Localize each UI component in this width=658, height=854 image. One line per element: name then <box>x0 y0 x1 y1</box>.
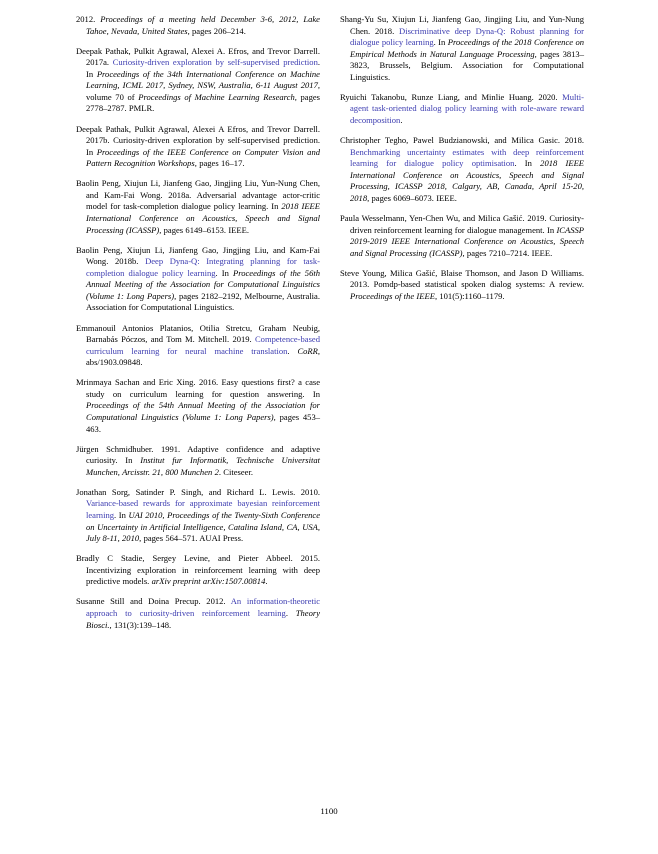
reference-link[interactable]: Discriminative deep Dyna-Q: Robust planning for dialogue policy learning <box>350 25 584 48</box>
bibliography-entry <box>340 14 584 83</box>
reference-text: . In <box>114 509 129 520</box>
venue-title: Institut fur Informatik, Technische Universitat Munchen, Arcisstr. 21, 800 Munchen 2 <box>86 455 320 477</box>
bibliography-entry <box>340 268 584 303</box>
reference-text: Mrinmaya Sachan and Eric Xing. 2016. Easy questions first? a case study on curriculum learning for question answering. In <box>76 377 320 399</box>
reference-text: Bradly C Stadie, Sergey Levine, and Pieter Abbeel. 2015. Incentivizing exploration in reinforcement learning with deep predictive models. <box>76 553 320 587</box>
reference-link[interactable]: Competence-based curriculum learning for neural machine translation <box>86 334 320 356</box>
reference-text: , abs/1903.09848. <box>86 345 320 368</box>
reference-link[interactable]: Deep Dyna-Q: Integrating planning for task-completion dialogue policy learning <box>86 256 320 278</box>
reference-text: Ryuichi Takanobu, Runze Liang, and Minlie Huang. 2020. <box>340 91 563 102</box>
venue-title: Proceedings of the 2018 Conference on Empirical Methods in Natural Language Processing <box>350 37 584 59</box>
venue-title: CoRR <box>297 345 318 356</box>
venue-title: Proceedings of the 34th International Conference on Machine Learning, ICML 2017, Sydney, NSW, Australia, 6-11 August 2017 <box>86 68 320 91</box>
left-column <box>76 14 320 794</box>
reference-text: Emmanouil Antonios Platanios, Otilia Stretcu, Graham Neubig, Barnabás Póczos, and Tom M. Mitchell. 2019. <box>76 322 320 345</box>
bibliography-entry <box>76 178 320 236</box>
reference-text: , volume 70 of <box>86 80 320 102</box>
reference-text: 2012. <box>76 14 101 24</box>
bibliography-entry <box>76 14 320 37</box>
reference-text: . <box>285 608 296 618</box>
reference-text: . In <box>514 158 541 169</box>
venue-title: Proceedings of the IEEE <box>350 290 435 301</box>
bibliography-entry <box>76 323 320 369</box>
reference-link[interactable]: Multi-agent task-oriented dialog policy learning with role-aware reward decomposition <box>350 91 584 125</box>
reference-text: , 101(5):1160–1179. <box>434 290 505 301</box>
reference-text: . In <box>86 57 320 79</box>
reference-text: , pages 16–17. <box>194 158 245 169</box>
bibliography-entry <box>76 444 320 479</box>
venue-title: Proceedings of Machine Learning Research <box>138 91 295 102</box>
bibliography-entry <box>76 553 320 588</box>
venue-title: Proceedings of the 56th Annual Meeting of the Association for Computational Linguistics (Volume 1: Long Papers) <box>86 267 321 301</box>
reference-text: Baolin Peng, Xiujun Li, Jianfeng Gao, Jingjing Liu, and Kam-Fai Wong. 2018b. <box>76 244 320 267</box>
reference-text: Shang-Yu Su, Xiujun Li, Jianfeng Gao, Jingjing Liu, and Yun-Nung Chen. 2018. <box>340 14 584 36</box>
reference-text: . In <box>215 267 234 278</box>
bibliography-entry <box>76 46 320 115</box>
bibliography-entry <box>76 124 320 170</box>
bibliography-entry <box>76 377 320 435</box>
reference-text: Paula Wesselmann, Yen-Chen Wu, and Milica Gašić. 2019. Curiosity-driven reinforcement learning for dialogue management. In <box>340 212 584 235</box>
bibliography-entry <box>76 487 320 545</box>
venue-title: 2018 IEEE International Conference on Acoustics, Speech and Signal Processing, ICASSP 2018, Calgary, AB, Canada, April 15-20, 2018 <box>350 158 585 203</box>
venue-title: 2018 IEEE International Conference on Acoustics, Speech and Signal Processing (ICASSP) <box>86 201 320 235</box>
reference-text: , pages 6069–6073. IEEE. <box>367 192 457 203</box>
reference-text: , 131(3):139–148. <box>109 619 172 630</box>
reference-text: , pages 453–463. <box>86 411 321 434</box>
reference-text: Jonathan Sorg, Satinder P. Singh, and Richard L. Lewis. 2010. <box>76 486 320 497</box>
reference-link[interactable]: Curiosity-driven exploration by self-supervised prediction <box>112 57 318 68</box>
reference-text: . <box>400 114 403 125</box>
venue-title: arXiv preprint arXiv:1507.00814 <box>151 576 266 587</box>
reference-text: Deepak Pathak, Pulkit Agrawal, Alexei A. Efros, and Trevor Darrell. 2017a. <box>76 45 320 68</box>
reference-text: Jürgen Schmidhuber. 1991. Adaptive confidence and adaptive curiosity. In <box>76 443 320 466</box>
reference-text: , pages 7210–7214. IEEE. <box>462 247 553 258</box>
reference-text: . <box>265 576 268 587</box>
reference-text: , pages 2778–2787. PMLR. <box>86 91 320 114</box>
bibliography-entry <box>76 245 320 314</box>
bibliography-entry <box>340 92 584 127</box>
right-column <box>340 14 584 794</box>
reference-text: , pages 2182–2192, Melbourne, Australia. Association for Computational Linguistics. <box>86 290 320 313</box>
venue-title: Theory Biosci. <box>86 608 320 630</box>
page-number: 1100 <box>320 806 338 816</box>
reference-text: Baolin Peng, Xiujun Li, Jianfeng Gao, Jingjing Liu, Yun-Nung Chen, and Kam-Fai Wong. 2018a. Adversarial advantage actor-critic model for task-completion dialogue policy learning. In <box>76 178 320 212</box>
reference-text: Steve Young, Milica Gašić, Blaise Thomson, and Jason D Williams. 2013. Pomdp-based statistical spoken dialog systems: A review. <box>340 267 584 290</box>
reference-text: . In <box>433 37 448 48</box>
reference-text: , pages 206–214. <box>187 25 246 36</box>
venue-title: UAI 2010, Proceedings of the Twenty-Sixth Conference on Uncertainty in Artificial Intelligence, Catalina Island, CA, USA, July 8-11, 2010 <box>86 509 320 544</box>
reference-text: Christopher Tegho, Pawel Budzianowski, and Milica Gasic. 2018. <box>340 135 584 146</box>
reference-text: , pages 564–571. AUAI Press. <box>139 533 244 544</box>
reference-text: , pages 3813–3823, Brussels, Belgium. Association for Computational Linguistics. <box>350 48 584 82</box>
reference-link[interactable]: Variance-based rewards for approximate bayesian reinforcement learning <box>86 498 320 520</box>
venue-title: ICASSP 2019-2019 IEEE International Conference on Acoustics, Speech and Signal Processing (ICASSP) <box>350 224 584 258</box>
reference-link[interactable]: Benchmarking uncertainty estimates with deep reinforcement learning for dialogue policy optimisation <box>350 146 584 169</box>
reference-text: Deepak Pathak, Pulkit Agrawal, Alexei A Efros, and Trevor Darrell. 2017b. Curiosity-driven exploration by self-supervised prediction. In <box>76 123 320 157</box>
bibliography-entry <box>76 596 320 631</box>
bibliography-entry <box>340 213 584 259</box>
bibliography-entry <box>340 135 584 204</box>
venue-title: Proceedings of a meeting held December 3-6, 2012, Lake Tahoe, Nevada, United States <box>86 14 320 36</box>
reference-text: Susanne Still and Doina Precup. 2012. <box>76 596 231 607</box>
reference-text: . <box>287 345 298 356</box>
venue-title: Proceedings of the IEEE Conference on Computer Vision and Pattern Recognition Workshops <box>86 146 320 169</box>
reference-link[interactable]: An information-theoretic approach to curiosity-driven reinforcement learning <box>86 596 320 618</box>
bibliography-columns <box>76 14 584 794</box>
reference-text: , pages 6149–6153. IEEE. <box>159 224 249 235</box>
venue-title: Proceedings of the 54th Annual Meeting of the Association for Computational Linguistics (Volume 1: Long Papers) <box>86 400 320 422</box>
reference-text: . Citeseer. <box>218 466 253 477</box>
